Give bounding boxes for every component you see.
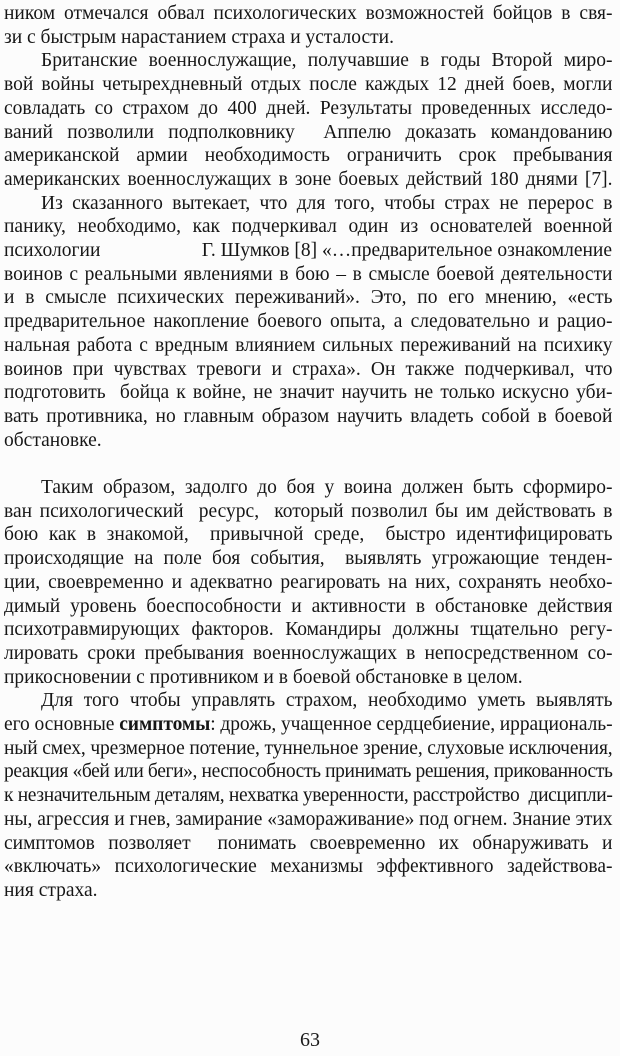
- text-line: Британские военнослужащие, получавшие в годы Второй миро-: [41, 50, 613, 72]
- text-line: Таким образом, задолго до боя у воина должен быть сформиро-: [41, 477, 613, 499]
- text-line: предварительное накопление боевого опыта, а следовательно и рацио-: [4, 311, 613, 333]
- text-line: симптомов позволяет понимать своевременно их обнаруживать и: [4, 832, 613, 854]
- text-line: воинов с реальными явлениями в бою – в смысле боевой деятельности: [4, 263, 613, 285]
- text-line: американских военнослужащих в зоне боевых действий 180 днями [7].: [4, 168, 613, 190]
- text-line: реакция «бей или беги», неспособность принимать решения, прикованность: [4, 761, 613, 783]
- text-line: бою как в знакомой, привычной среде, быстро идентифицировать: [4, 524, 613, 546]
- text-line: зи с быстрым нарастанием страха и усталости.: [4, 26, 394, 48]
- page-number: 63: [300, 1029, 320, 1051]
- text-line: ный смех, чрезмерное потение, туннельное зрение, слуховые исключения,: [4, 737, 613, 759]
- text-line: воинов при чувствах тревоги и страха». Он также подчеркивал, что: [4, 358, 613, 380]
- text-line: вать противника, но главным образом научить владеть собой в боевой: [4, 405, 613, 427]
- text-line: совладать со страхом до 400 дней. Результаты проведенных исследо-: [4, 97, 613, 119]
- text-line: «включать» психологические механизмы эффективного задействова-: [4, 856, 613, 878]
- text-line: ником отмечался обвал психологических возможностей бойцов в свя-: [4, 3, 613, 24]
- text-line: американской армии необходимость ограничить срок пребывания: [4, 145, 613, 167]
- text-line: нальная работа с вредным влиянием сильных переживаний на психику: [4, 334, 613, 356]
- text-line: психологии Г. Шумков [8] «…предварительное ознакомление: [4, 240, 612, 262]
- text-line: вой войны четырехдневный отдых после каждых 12 дней боев, могли: [4, 74, 613, 96]
- text-line: к незначительным деталям, нехватка уверенности, расстройство дисципли-: [4, 785, 613, 807]
- text-line: ван психологический ресурс, который позволил бы им действовать в: [4, 500, 613, 522]
- text-line: его основные симптомы: дрожь, учащенное сердцебиение, иррациональ-: [4, 714, 613, 736]
- text-line: панику, необходимо, как подчеркивал один из основателей военной: [4, 216, 613, 238]
- text-line: психотравмирующих факторов. Командиры должны тщательно регу-: [4, 619, 613, 641]
- text-line: обстановке.: [4, 429, 102, 451]
- text-line: прикосновении с противником и в боевой обстановке в целом.: [4, 666, 523, 688]
- bold-text: симптомы: [119, 714, 211, 736]
- text-line: и в смысле психических переживаний». Это, по его мнению, «есть: [4, 287, 613, 309]
- text-line: ции, своевременно и адекватно реагировать на них, сохранять необхо-: [4, 571, 613, 593]
- page-text: [4, 2, 613, 903]
- text-line: подготовить бойца к войне, не значит научить не только искусно уби-: [4, 382, 613, 404]
- tab-space: [100, 255, 201, 256]
- text-line: лировать сроки пребывания военнослужащих в непосредственном со-: [4, 642, 613, 664]
- text-line: Для того чтобы управлять страхом, необходимо уметь выявлять: [41, 690, 613, 712]
- text-line: ния страха.: [4, 880, 98, 901]
- text-line: происходящие на поле боя события, выявлять угрожающие тенден-: [4, 548, 613, 570]
- text-line: Из сказанного вытекает, что для того, чтобы страх не перерос в: [41, 192, 613, 214]
- text-line: димый уровень боеспособности и активности в обстановке действия: [4, 595, 613, 617]
- text-line: ваний позволили подполковнику Аппелю доказать командованию: [4, 121, 613, 143]
- text-line: ны, агрессия и гнев, замирание «замораживание» под огнем. Знание этих: [4, 808, 613, 830]
